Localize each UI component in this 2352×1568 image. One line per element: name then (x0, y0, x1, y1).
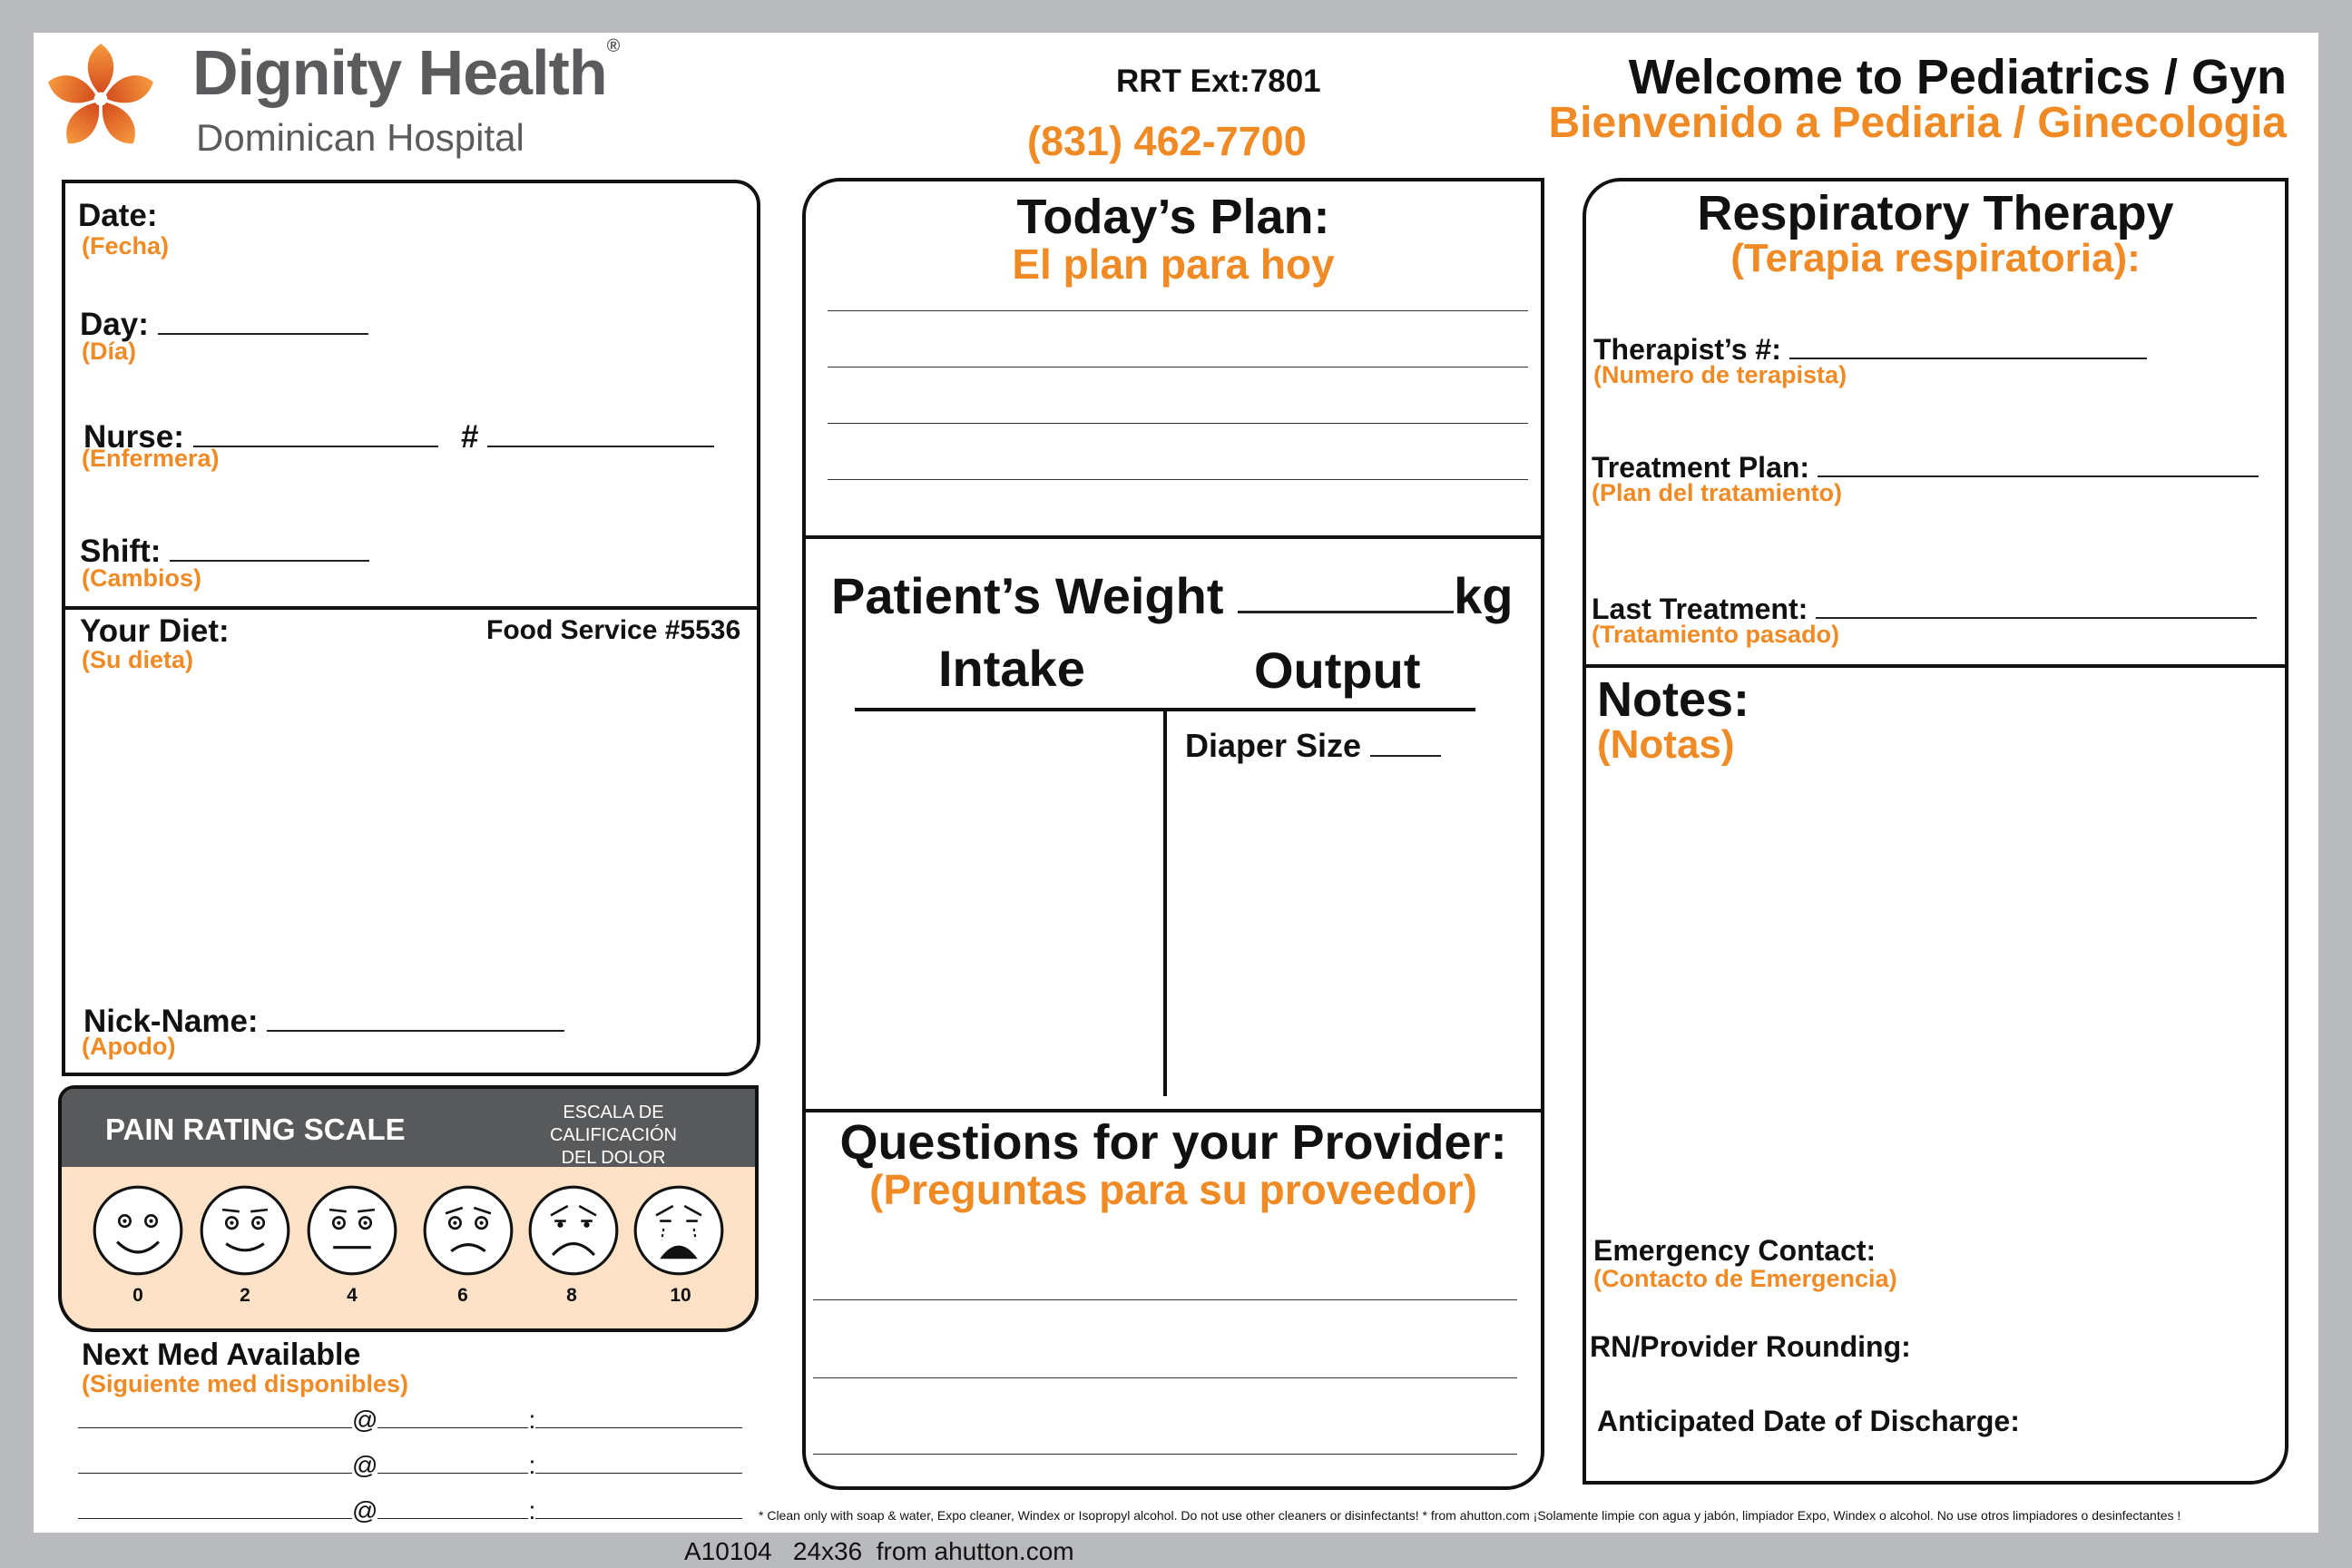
question-line[interactable] (813, 1299, 1517, 1300)
plan-line[interactable] (828, 367, 1528, 368)
nickname-label-es: (Apodo) (82, 1033, 176, 1060)
pain-level-6: 6 (457, 1285, 468, 1306)
pain-level-2: 2 (240, 1285, 250, 1306)
therapist-label: Therapist’s #: (1593, 330, 2147, 367)
phone-number: (831) 462-7700 (1027, 118, 1307, 164)
plan-title: Today’s Plan: (1016, 190, 1330, 244)
page-title-es: Bienvenido a Pediaria / Ginecologia (1548, 99, 2287, 147)
pain-scale-title: PAIN RATING SCALE (105, 1112, 406, 1146)
therapy-divider (1584, 664, 2287, 668)
shift-field[interactable] (170, 530, 369, 562)
dignity-health-star-icon (44, 42, 158, 156)
med-row[interactable]: @ : (78, 1448, 742, 1480)
questions-divider (804, 1109, 1543, 1112)
notes-title: Notes: (1597, 672, 1750, 727)
output-label: Output (1254, 642, 1421, 699)
pain-face-8-icon (526, 1183, 621, 1278)
notes-area[interactable] (1597, 780, 2269, 1216)
pain-level-8: 8 (566, 1285, 577, 1306)
treatment-plan-label-es: (Plan del tratamiento) (1592, 479, 1843, 506)
last-treatment-label: Last Treatment: (1592, 590, 2257, 626)
pain-face-0-icon (91, 1183, 185, 1278)
shift-label: Shift: (80, 530, 369, 570)
pain-level-10: 10 (670, 1285, 691, 1306)
diet-label: Your Diet: (80, 613, 230, 649)
emergency-contact-label: Emergency Contact: (1593, 1234, 1877, 1267)
nurse-number-label: # (461, 416, 714, 456)
emergency-contact-label-es: (Contacto de Emergencia) (1593, 1265, 1897, 1292)
nurse-field[interactable] (193, 416, 438, 447)
weight-field[interactable] (1238, 563, 1454, 613)
pain-face-2-icon (198, 1183, 292, 1278)
diaper-size-label: Diaper Size (1185, 724, 1441, 765)
pain-level-0: 0 (132, 1285, 143, 1306)
pain-face-6-icon (421, 1183, 515, 1278)
day-label: Day: (80, 303, 368, 343)
med-row[interactable]: @ : (78, 1494, 742, 1525)
pain-scale-title-es: ESCALA DE CALIFICACIÓN DEL DOLOR (549, 1102, 678, 1168)
patient-weight-label: Patient’s Weight kg (831, 563, 1513, 625)
diaper-size-field[interactable] (1370, 724, 1441, 757)
med-row[interactable]: @ : (78, 1403, 742, 1435)
questions-title: Questions for your Provider: (839, 1115, 1507, 1170)
nurse-label-es: (Enfermera) (82, 445, 220, 472)
hospital-name: Dominican Hospital (196, 116, 524, 159)
nurse-number-field[interactable] (487, 416, 714, 447)
brand-name: Dignity Health® (192, 36, 620, 108)
rt-title-es: (Terapia respiratoria): (1730, 236, 2141, 280)
nickname-field[interactable] (267, 1000, 564, 1032)
notes-title-es: (Notas) (1597, 722, 1735, 767)
therapist-label-es: (Numero de terapista) (1593, 361, 1847, 388)
nickname-label: Nick-Name: (83, 1000, 564, 1040)
plan-line[interactable] (828, 310, 1528, 311)
question-line[interactable] (813, 1377, 1517, 1378)
plan-title-es: El plan para hoy (1012, 240, 1335, 288)
rrt-extension: RRT Ext:7801 (1116, 64, 1321, 99)
rounding-label: RN/Provider Rounding: (1590, 1330, 1911, 1363)
treatment-plan-label: Treatment Plan: (1592, 448, 2259, 485)
plan-line[interactable] (828, 479, 1528, 480)
therapist-field[interactable] (1789, 330, 2147, 359)
info-divider (64, 606, 759, 610)
date-label: Date: (78, 198, 158, 233)
intake-label: Intake (938, 640, 1085, 697)
last-treatment-label-es: (Tratamiento pasado) (1592, 621, 1840, 648)
food-service: Food Service #5536 (486, 615, 741, 645)
last-treatment-field[interactable] (1816, 590, 2257, 619)
questions-title-es: (Preguntas para su proveedor) (869, 1166, 1477, 1213)
intake-area[interactable] (857, 717, 1158, 1093)
day-field[interactable] (158, 303, 368, 335)
intake-output-divider (1163, 711, 1167, 1096)
day-label-es: (Día) (82, 338, 136, 365)
shift-label-es: (Cambios) (82, 564, 202, 592)
treatment-plan-field[interactable] (1818, 448, 2259, 477)
plan-line[interactable] (828, 423, 1528, 424)
plan-divider (804, 535, 1543, 539)
diet-label-es: (Su dieta) (82, 646, 194, 673)
question-line[interactable] (813, 1454, 1517, 1455)
next-med-label: Next Med Available (82, 1338, 361, 1372)
date-label-es: (Fecha) (82, 232, 170, 260)
cleaning-disclaimer: * Clean only with soap & water, Expo cleaner, Windex or Isopropyl alcohol. Do not use other cleaners or disinfectants! * from ahutton.com ¡Solamente limpie con agua y jabón, limpiador Expo, Windex o alcohol. No use otros limpiadores o desinfectantes ! (759, 1508, 2181, 1523)
pain-level-4: 4 (347, 1285, 358, 1306)
diet-area[interactable] (78, 681, 740, 989)
pain-face-10-icon (632, 1183, 726, 1278)
discharge-label: Anticipated Date of Discharge: (1597, 1405, 2020, 1437)
rt-title: Respiratory Therapy (1697, 186, 2174, 240)
product-sku: A10104 24x36 from ahutton.com (684, 1537, 1074, 1565)
page-title: Welcome to Pediatrics / Gyn (1628, 50, 2287, 104)
nurse-label: Nurse: (83, 416, 438, 456)
next-med-label-es: (Siguiente med disponibles) (82, 1370, 409, 1397)
pain-face-4-icon (305, 1183, 399, 1278)
